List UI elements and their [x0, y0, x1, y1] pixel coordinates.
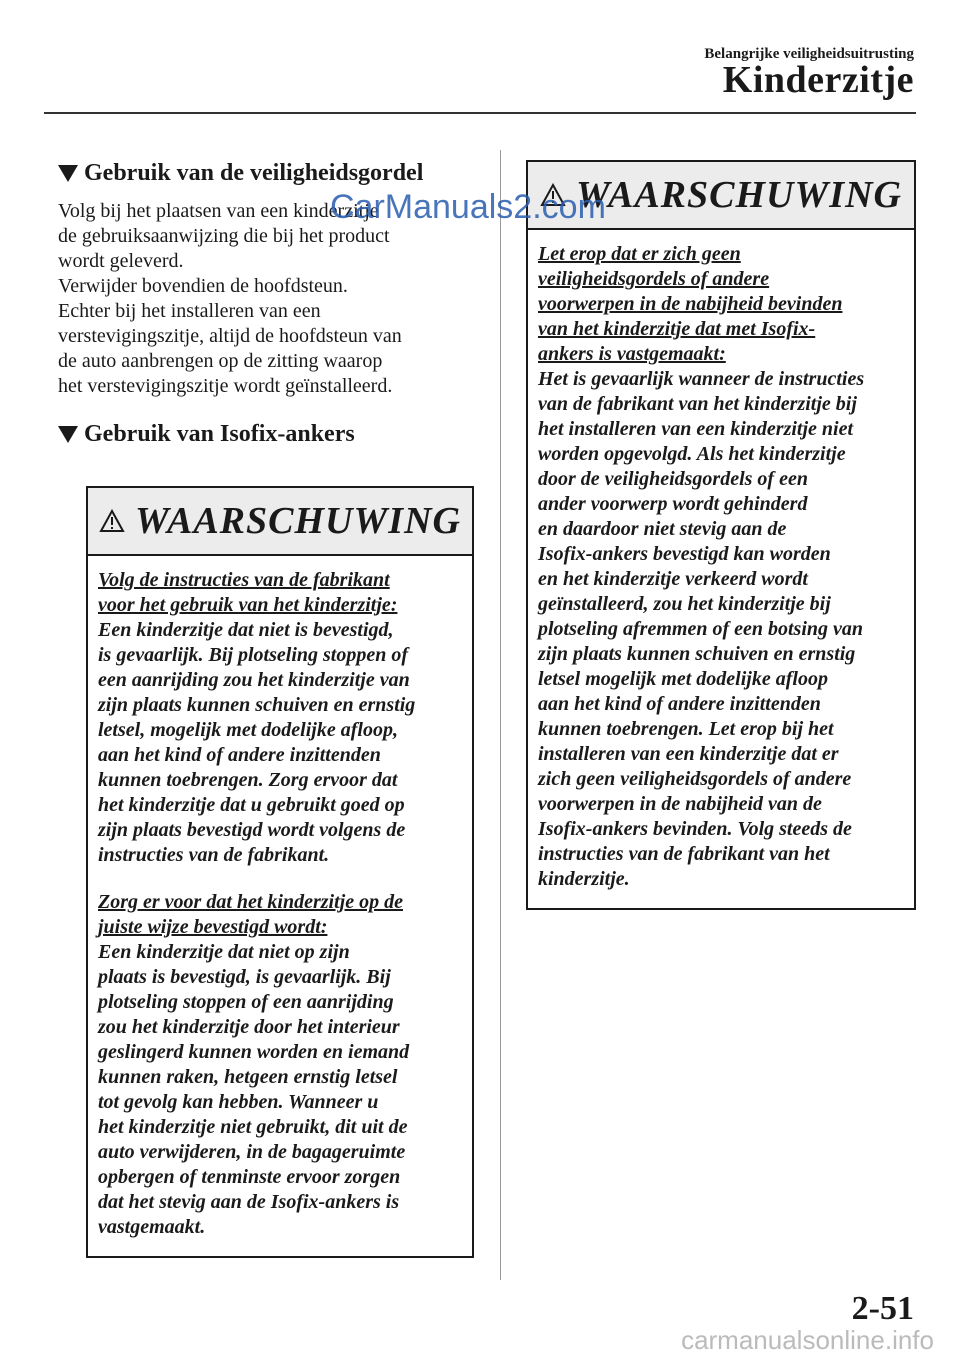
warning-title-line: Volg de instructies van de fabrikant: [98, 569, 390, 591]
warning-body: [88, 556, 472, 1256]
warning-text-line: letsel mogelijk met dodelijke afloop: [538, 668, 828, 690]
warning-text-line: plotseling stoppen of een aanrijding: [98, 991, 394, 1013]
warning-text-line: zich geen veiligheidsgordels of andere: [538, 768, 852, 790]
warning-text-line: plaats is bevestigd, is gevaarlijk. Bij: [98, 966, 391, 988]
warning-text-line: is gevaarlijk. Bij plotseling stoppen of: [98, 644, 409, 666]
warning-text-line: door de veiligheidsgordels of een: [538, 468, 808, 490]
warning-title-line: ankers is vastgemaakt:: [538, 343, 726, 365]
warning-title-line: Let erop dat er zich geen: [538, 243, 741, 265]
warning-text-line: geïnstalleerd, zou het kinderzitje bij: [538, 593, 831, 615]
warning-text-line: worden opgevolgd. Als het kinderzitje: [538, 443, 846, 465]
warning-header: [88, 488, 472, 556]
warning-text-line: tot gevolg kan hebben. Wanneer u: [98, 1091, 379, 1113]
belt-line: het verstevigingszitje wordt geïnstalleerd.: [58, 375, 393, 397]
warning-text-line: van de fabrikant van het kinderzitje bij: [538, 393, 857, 415]
isofix-heading-text: Gebruik van Isofix-ankers: [84, 421, 355, 447]
belt-line: de auto aanbrengen op de zitting waarop: [58, 350, 383, 372]
warning-text-line: een aanrijding zou het kinderzitje van: [98, 669, 410, 691]
belt-heading: [58, 160, 478, 187]
watermark: CarManuals2.com: [330, 188, 606, 226]
warning-text-line: dat het stevig aan de Isofix-ankers is: [98, 1191, 400, 1213]
warning-text-line: kunnen toebrengen. Zorg ervoor dat: [98, 769, 398, 791]
warning-text-line: en het kinderzitje verkeerd wordt: [538, 568, 808, 590]
warning-text-line: het kinderzitje niet gebruikt, dit uit de: [98, 1116, 408, 1138]
warning-text-line: het kinderzitje dat u gebruikt goed op: [98, 794, 405, 816]
section-label: Belangrijke veiligheidsuitrusting: [704, 46, 914, 62]
warning-text-line: kunnen raken, hetgeen ernstig letsel: [98, 1066, 398, 1088]
warning-title-line: van het kinderzitje dat met Isofix-: [538, 318, 816, 340]
belt-line: Volg bij het plaatsen van een kinderzitje: [58, 200, 379, 222]
warning-title-line: voor het gebruik van het kinderzitje:: [98, 594, 398, 616]
warning-text-line: geslingerd kunnen worden en iemand: [98, 1041, 410, 1063]
warning-title-line: voorwerpen in de nabijheid bevinden: [538, 293, 843, 315]
footer-watermark: carmanualsonline.info: [681, 1325, 934, 1355]
warning-text-line: Isofix-ankers bevestigd kan worden: [538, 543, 831, 565]
warning-text-line: aan het kind of andere inzittenden: [98, 744, 381, 766]
warning-text-line: Het is gevaarlijk wanneer de instructies: [538, 368, 865, 390]
warning-text-line: aan het kind of andere inzittenden: [538, 693, 821, 715]
warning-text-line: kinderzitje.: [538, 868, 630, 890]
belt-line: verstevigingszitje, altijd de hoofdsteun van: [58, 325, 402, 347]
warning-text-line: vastgemaakt.: [98, 1216, 206, 1238]
warning-title-line: juiste wijze bevestigd wordt:: [98, 916, 328, 938]
warning-triangle-icon: [99, 509, 125, 533]
warning-label: WAARSCHUWING: [576, 174, 902, 216]
warning-text-line: Isofix-ankers bevinden. Volg steeds de: [538, 818, 852, 840]
warning-text-line: auto verwijderen, in de bagageruimte: [98, 1141, 406, 1163]
right-column: [526, 160, 916, 910]
page-number: 2-51: [851, 1290, 914, 1327]
warning-text-line: instructies van de fabrikant.: [98, 844, 330, 866]
belt-paragraph: [58, 199, 478, 399]
warning-text-line: en daardoor niet stevig aan de: [538, 518, 787, 540]
warning-text-line: letsel, mogelijk met dodelijke afloop,: [98, 719, 398, 741]
warning-title-line: Zorg er voor dat het kinderzitje op de: [98, 891, 403, 913]
triangle-bullet-icon: [58, 426, 78, 443]
warning-text-line: voorwerpen in de nabijheid van de: [538, 793, 822, 815]
warning-text-line: zou het kinderzitje door het interieur: [98, 1016, 400, 1038]
warning-text-line: kunnen toebrengen. Let erop bij het: [538, 718, 834, 740]
page-title: Kinderzitje: [722, 59, 914, 101]
left-column: [58, 160, 478, 1258]
belt-line: Verwijder bovendien de hoofdsteun.: [58, 275, 348, 297]
column-divider: [500, 150, 501, 1280]
warning-text-line: installeren van een kinderzitje dat er: [538, 743, 839, 765]
triangle-bullet-icon: [58, 165, 78, 182]
spacer: [98, 868, 458, 890]
warning-title-line: veiligheidsgordels of andere: [538, 268, 770, 290]
belt-line: Echter bij het installeren van een: [58, 300, 321, 322]
warning-text-line: zijn plaats kunnen schuiven en ernstig: [538, 643, 856, 665]
header-rule: [44, 112, 916, 114]
warning-label: WAARSCHUWING: [135, 500, 461, 542]
warning-text-line: ander voorwerp wordt gehinderd: [538, 493, 808, 515]
belt-heading-text: Gebruik van de veiligheidsgordel: [84, 160, 424, 186]
warning-text-line: plotseling afremmen of een botsing van: [538, 618, 863, 640]
warning-text-line: Een kinderzitje dat niet is bevestigd,: [98, 619, 394, 641]
warning-text-line: zijn plaats bevestigd wordt volgens de: [98, 819, 406, 841]
warning-text-line: het installeren van een kinderzitje niet: [538, 418, 854, 440]
warning-box-right: [526, 160, 916, 910]
belt-line: de gebruiksaanwijzing die bij het product: [58, 225, 390, 247]
warning-text-line: zijn plaats kunnen schuiven en ernstig: [98, 694, 416, 716]
warning-text-line: instructies van de fabrikant van het: [538, 843, 830, 865]
isofix-heading: [58, 421, 478, 448]
warning-text-line: Een kinderzitje dat niet op zijn: [98, 941, 350, 963]
belt-line: wordt geleverd.: [58, 250, 184, 272]
warning-text-line: opbergen of tenminste ervoor zorgen: [98, 1166, 401, 1188]
warning-box-left: [86, 486, 474, 1258]
warning-body: [528, 230, 914, 908]
